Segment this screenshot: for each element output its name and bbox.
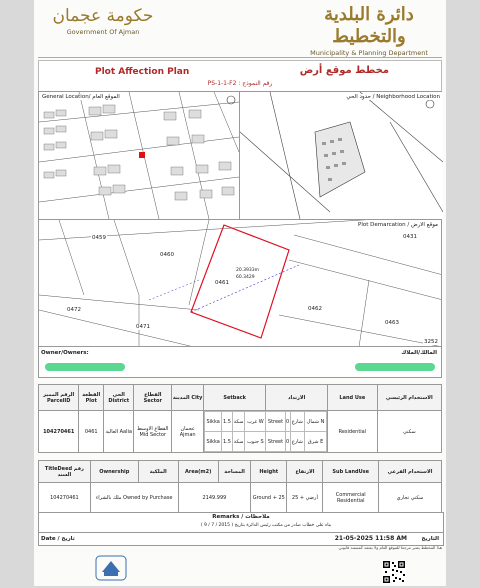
header-setback-ar: الارتداد [266, 385, 328, 411]
header-height-ar: الارتفاع [287, 461, 323, 483]
setback-e-dir: شرق E [304, 432, 326, 452]
general-location-map [39, 92, 240, 219]
header-sector: القطاع Sector [134, 385, 172, 411]
date-label: Date / تاريخ [41, 536, 75, 542]
setback-s-dist: 1.5 [222, 432, 233, 452]
height-value-ar: أرضي + 25 [287, 483, 323, 513]
plot-label-0472: 0472 [67, 307, 81, 313]
qr-code-icon [382, 560, 406, 584]
setback-s-type: Sikka [205, 432, 222, 452]
remarks-section [38, 512, 444, 534]
general-location-label: General Location/ الموقع العام [42, 94, 120, 100]
parcel-details-table [38, 384, 442, 453]
header-area-ar: المساحة [218, 461, 250, 483]
general-map-drawing [39, 92, 239, 219]
header-setback: Setback [204, 385, 266, 411]
date-label-arabic: التاريخ [421, 536, 439, 542]
owner-name-redacted [45, 363, 125, 371]
header-land-use: Land Use [328, 385, 378, 411]
department-name-arabic: دائرة البلدية والتخطيط [324, 4, 414, 47]
setback-w-dir: غرب W [245, 412, 266, 432]
header-sub-use-ar: الاستخدام الفرعي [379, 461, 442, 483]
header-district: الحي District [104, 385, 134, 411]
title-english: Plot Affection Plan [95, 67, 190, 77]
header-plot: القطعة Plot [79, 385, 104, 411]
plot-demarcation-label: Plot Demarcation / موقع الارض [358, 222, 438, 228]
neighborhood-location-map [240, 92, 443, 219]
header-divider [38, 57, 442, 58]
area-label: 20.3933m [236, 268, 259, 273]
district-value: العالية Aalia [104, 411, 134, 453]
title-arabic: مخطط موقع أرض [299, 65, 389, 76]
footer-emblem-icon [92, 552, 130, 584]
sub-land-use-value: Commercial Residential [323, 483, 379, 513]
setback-w-type: Street [266, 412, 285, 432]
header-city: المدينة City [172, 385, 204, 411]
footer-logo [92, 552, 130, 584]
header-area: Area(m2) [178, 461, 218, 483]
plot-label-0460: 0460 [160, 252, 174, 258]
title-deed-value: 104270461 [39, 483, 91, 513]
government-name-arabic: حكومة عجمان [52, 6, 154, 26]
land-use-value-ar: سكني [377, 411, 441, 453]
setback-e-type-ar: شارع [290, 432, 304, 452]
header-parcel-id: الرقم المميز ParcelID [39, 385, 79, 411]
sector-value: القطاع الاوسط Mid Sector [134, 411, 172, 453]
setback-n-dir: شمال N [304, 412, 326, 432]
header-title-deed: TitleDeed رقم السند [39, 461, 91, 483]
sub-land-use-value-ar: سكني تجاري [379, 483, 442, 513]
ajman-government-logo [38, 6, 168, 36]
date-section [38, 532, 444, 546]
municipality-logo [294, 4, 444, 57]
setback-n-type: Sikka [205, 412, 222, 432]
parcel-id-value: 104270461 [39, 411, 79, 453]
header-ownership-ar: الملكية [138, 461, 178, 483]
header-sub-land-use: Sub LandUse [323, 461, 379, 483]
owner-name-redacted-arabic [355, 363, 435, 371]
date-value: 21-05-2025 11:58 AM [334, 535, 407, 542]
setback-w-dist: 0 [285, 412, 290, 432]
height-value: Ground + 25 [251, 483, 287, 513]
neighborhood-location-label: حدود الحي / Neighborhood Location [346, 94, 440, 100]
city-value: عجمان Ajman [172, 411, 204, 453]
form-number: PS-1-1-F2 : رقم النموذج [207, 80, 273, 87]
document-page [34, 0, 446, 586]
land-use-value: Residential [328, 411, 378, 453]
owner-label-english: Owner/Owners: [41, 350, 89, 356]
area-value: 2149.999 [178, 483, 251, 513]
setback-s-type-ar: سكة [232, 432, 245, 452]
setback-e-dist: 0 [285, 432, 290, 452]
header-ownership: Ownership [90, 461, 138, 483]
setback-s-dir: جنوب S [245, 432, 266, 452]
remarks-label: Remarks / ملاحظات [212, 514, 270, 520]
owner-label-arabic: المالك/الملاك [401, 350, 437, 356]
remarks-text: بناء على خطاب صادر من مكتب رئيس الدائرة بتاريخ ( 2015 / 7 / 9 ) [200, 523, 332, 528]
plot-label-0463: 0463 [385, 320, 399, 326]
government-name-english: Government Of Ajman [66, 28, 140, 36]
side-label: 60.3429 [236, 275, 255, 280]
footer-notes: هذا المخطط يعتبر مرجعا للموقع العام ولا يعتمد كمستند قانوني [338, 545, 442, 550]
plot-label-0471: 0471 [136, 324, 150, 330]
plot-label-0461: 0461 [215, 280, 229, 286]
header [34, 0, 446, 56]
location-maps [38, 91, 442, 220]
title-bar [38, 60, 442, 92]
setback-grid [204, 411, 328, 453]
ownership-table [38, 460, 442, 513]
plot-value: 0461 [79, 411, 104, 453]
neighborhood-map-drawing [240, 92, 443, 219]
setback-n-type-ar: سكة [232, 412, 245, 432]
setback-e-type: Street [266, 432, 285, 452]
plot-label-3252: 3252 [424, 339, 438, 345]
header-height: Height [251, 461, 287, 483]
ownership-value: ملك بالشراء Owned by Purchase [90, 483, 178, 513]
header-main-use: الاستخدام الرئيسي [377, 385, 441, 411]
setback-inner-table [204, 411, 327, 452]
setback-w-type-ar: شارع [290, 412, 304, 432]
plot-label-0459: 0459 [92, 235, 106, 241]
owner-section [38, 346, 442, 378]
plot-label-0462: 0462 [308, 306, 322, 312]
department-name-english: Municipality & Planning Department [310, 49, 428, 57]
setback-n-dist: 1.5 [222, 412, 233, 432]
plot-demarcation-map [38, 219, 442, 348]
plot-label-0431: 0431 [403, 234, 417, 240]
